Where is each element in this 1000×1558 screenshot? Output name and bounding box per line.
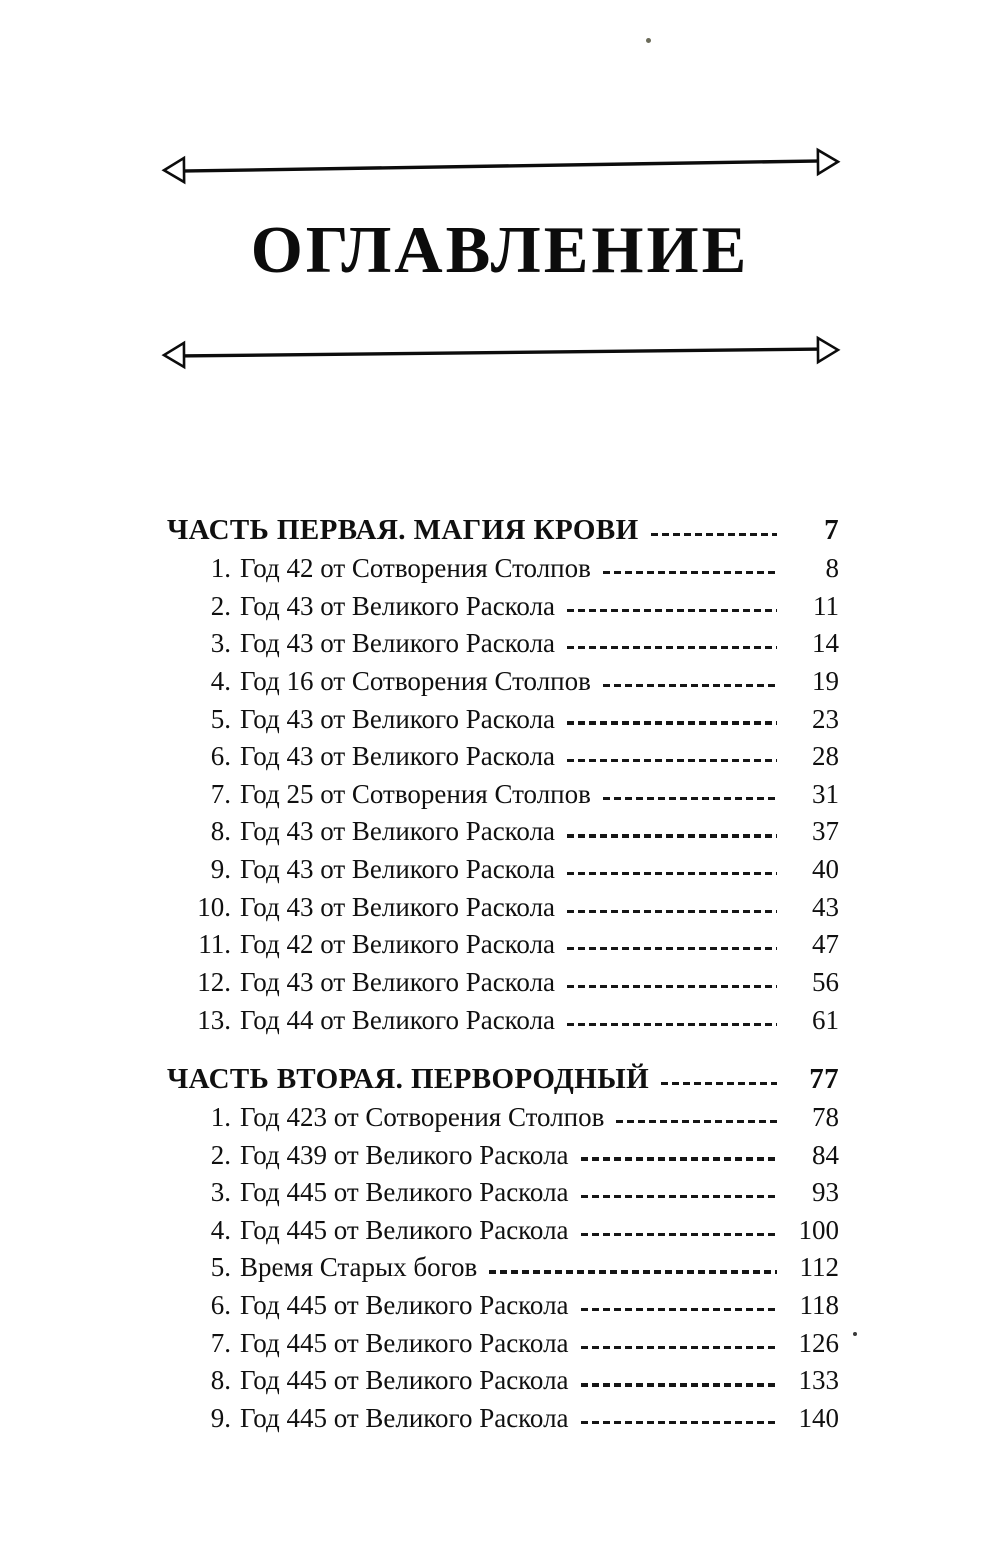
entry-page-number: 11: [813, 590, 839, 621]
entry-page-number: 8: [825, 552, 839, 583]
entry-page-number: 112: [799, 1252, 839, 1283]
entry-page-number: 93: [812, 1177, 839, 1208]
entry-number: 4.: [210, 1214, 231, 1245]
entry-page-number: 40: [812, 854, 839, 885]
dot-leader: [651, 533, 777, 536]
toc-entry: [167, 625, 839, 663]
dot-leader: [567, 872, 777, 875]
dot-leader: [567, 910, 777, 913]
toc-entry: [167, 587, 839, 625]
dot-leader: [581, 1308, 777, 1311]
entry-number: 9.: [210, 1403, 231, 1434]
toc-entry: [167, 1174, 839, 1212]
entry-number: 8.: [210, 816, 231, 847]
toc-entry: [167, 1400, 839, 1438]
entry-page-number: 14: [812, 628, 839, 659]
section-heading-label: ЧАСТЬ ПЕРВАЯ. МАГИЯ КРОВИ: [167, 514, 639, 547]
dot-leader: [603, 571, 777, 574]
dot-leader: [567, 759, 777, 762]
bottom-divider: [161, 334, 841, 372]
entry-title: Год 43 от Великого Раскола: [240, 816, 556, 847]
toc-entry: [167, 775, 839, 813]
double-arrow-icon: [161, 334, 841, 372]
toc-entry: [167, 1362, 839, 1400]
toc-entry: [167, 813, 839, 851]
entry-page-number: 133: [798, 1365, 839, 1396]
entry-title: Год 43 от Великого Раскола: [240, 703, 556, 734]
dot-leader: [661, 1082, 777, 1085]
entry-title: Год 445 от Великого Раскола: [240, 1403, 569, 1434]
section-heading-label: ЧАСТЬ ВТОРАЯ. ПЕРВОРОДНЫЙ: [167, 1063, 650, 1096]
section-page-number: 77: [809, 1063, 839, 1096]
toc-entry: [167, 851, 839, 889]
entry-number: 7.: [210, 778, 231, 809]
entry-title: Год 43 от Великого Раскола: [240, 967, 556, 997]
table-of-contents: [167, 512, 839, 1437]
dot-leader: [581, 1421, 777, 1424]
toc-entry: [167, 1099, 839, 1137]
dot-leader: [581, 1195, 777, 1198]
entry-page-number: 100: [798, 1214, 839, 1245]
entry-title: Год 43 от Великого Раскола: [240, 628, 556, 659]
toc-section-heading-part-2: [167, 1061, 839, 1099]
entry-number: 1.: [210, 1101, 231, 1132]
entry-title: Год 43 от Великого Раскола: [240, 590, 556, 621]
entry-page-number: 126: [798, 1327, 839, 1358]
entry-title: Год 42 от Великого Раскола: [240, 929, 556, 960]
dot-leader: [581, 1157, 777, 1160]
entry-number: 3.: [210, 1177, 231, 1208]
entry-title: Год 16 от Сотворения Столпов: [240, 665, 591, 696]
entry-title: Год 445 от Великого Раскола: [240, 1214, 569, 1245]
entry-page-number: 28: [812, 741, 839, 772]
entry-number: 2.: [210, 590, 231, 621]
dot-leader: [567, 721, 777, 724]
toc-entry: [167, 663, 839, 701]
entry-number: 4.: [210, 665, 231, 696]
dot-leader: [567, 834, 777, 837]
double-arrow-icon: [161, 147, 841, 188]
entry-title: Год 43 от Великого Раскола: [240, 854, 556, 885]
dot-leader: [581, 1346, 777, 1349]
entry-title: Год 43 от Великого Раскола: [240, 741, 556, 772]
toc-entry: [167, 1212, 839, 1250]
dot-leader: [581, 1383, 777, 1386]
entry-page-number: 140: [798, 1403, 839, 1434]
toc-entry: [167, 700, 839, 738]
entry-number: 9.: [210, 854, 231, 885]
entry-title: Год 43 от Великого Раскола: [240, 891, 556, 922]
dot-leader: [489, 1270, 777, 1273]
entry-number: 12.: [197, 967, 231, 997]
entry-number: 10.: [197, 891, 231, 922]
toc-entry: [167, 888, 839, 926]
entry-page-number: 118: [799, 1290, 839, 1321]
section-page-number: 7: [824, 514, 839, 547]
entry-title: Год 445 от Великого Раскола: [240, 1290, 569, 1321]
dot-leader: [603, 684, 777, 687]
toc-entry: [167, 738, 839, 776]
entry-number: 11.: [198, 929, 231, 960]
entry-number: 5.: [210, 703, 231, 734]
entry-page-number: 78: [812, 1101, 839, 1132]
entry-title: Время Старых богов: [240, 1252, 478, 1283]
toc-entry: [167, 550, 839, 588]
entry-page-number: 37: [812, 816, 839, 847]
entry-page-number: 43: [812, 891, 839, 922]
top-divider: [161, 147, 841, 188]
toc-entry: [167, 1287, 839, 1325]
dot-leader: [581, 1233, 777, 1236]
dot-leader: [567, 609, 777, 612]
toc-entry: [167, 1249, 839, 1287]
toc-entry: [167, 1001, 839, 1039]
entry-page-number: 47: [812, 929, 839, 960]
entry-page-number: 31: [812, 778, 839, 809]
entry-number: 3.: [210, 628, 231, 659]
entry-title: Год 25 от Сотворения Столпов: [240, 778, 591, 809]
entry-title: Год 423 от Сотворения Столпов: [240, 1101, 605, 1132]
entry-page-number: 19: [812, 665, 839, 696]
entry-number: 8.: [210, 1365, 231, 1396]
dot-leader: [616, 1120, 777, 1123]
entry-title: Год 445 от Великого Раскола: [240, 1327, 569, 1358]
entry-page-number: 23: [812, 703, 839, 734]
entry-title: Год 42 от Сотворения Столпов: [240, 552, 591, 583]
toc-entry: [167, 1324, 839, 1362]
entry-number: 5.: [210, 1252, 231, 1283]
entry-title: Год 445 от Великого Раскола: [240, 1177, 569, 1208]
dot-leader: [603, 797, 777, 800]
entry-number: 7.: [210, 1327, 231, 1358]
scan-speck: [646, 38, 651, 43]
entry-title: Год 445 от Великого Раскола: [240, 1365, 569, 1396]
toc-entry: [167, 1136, 839, 1174]
scan-speck: [853, 1332, 857, 1336]
toc-section-heading-part-1: [167, 512, 839, 550]
dot-leader: [567, 947, 777, 950]
entry-number: 13.: [197, 1004, 231, 1035]
entry-number: 6.: [210, 1290, 231, 1321]
entry-page-number: 61: [812, 1004, 839, 1035]
entry-number: 6.: [210, 741, 231, 772]
entry-title: Год 439 от Великого Раскола: [240, 1139, 569, 1170]
entry-number: 1.: [210, 552, 231, 583]
entry-page-number: 84: [812, 1139, 839, 1170]
entry-title: Год 44 от Великого Раскола: [240, 1004, 556, 1035]
dot-leader: [567, 1023, 777, 1026]
dot-leader: [567, 646, 777, 649]
toc-entry: [167, 964, 839, 1002]
toc-entry: [167, 926, 839, 964]
dot-leader: [567, 985, 777, 988]
page-title: ОГЛАВЛЕНИЕ: [250, 213, 750, 287]
entry-number: 2.: [210, 1139, 231, 1170]
entry-page-number: 56: [812, 967, 839, 997]
